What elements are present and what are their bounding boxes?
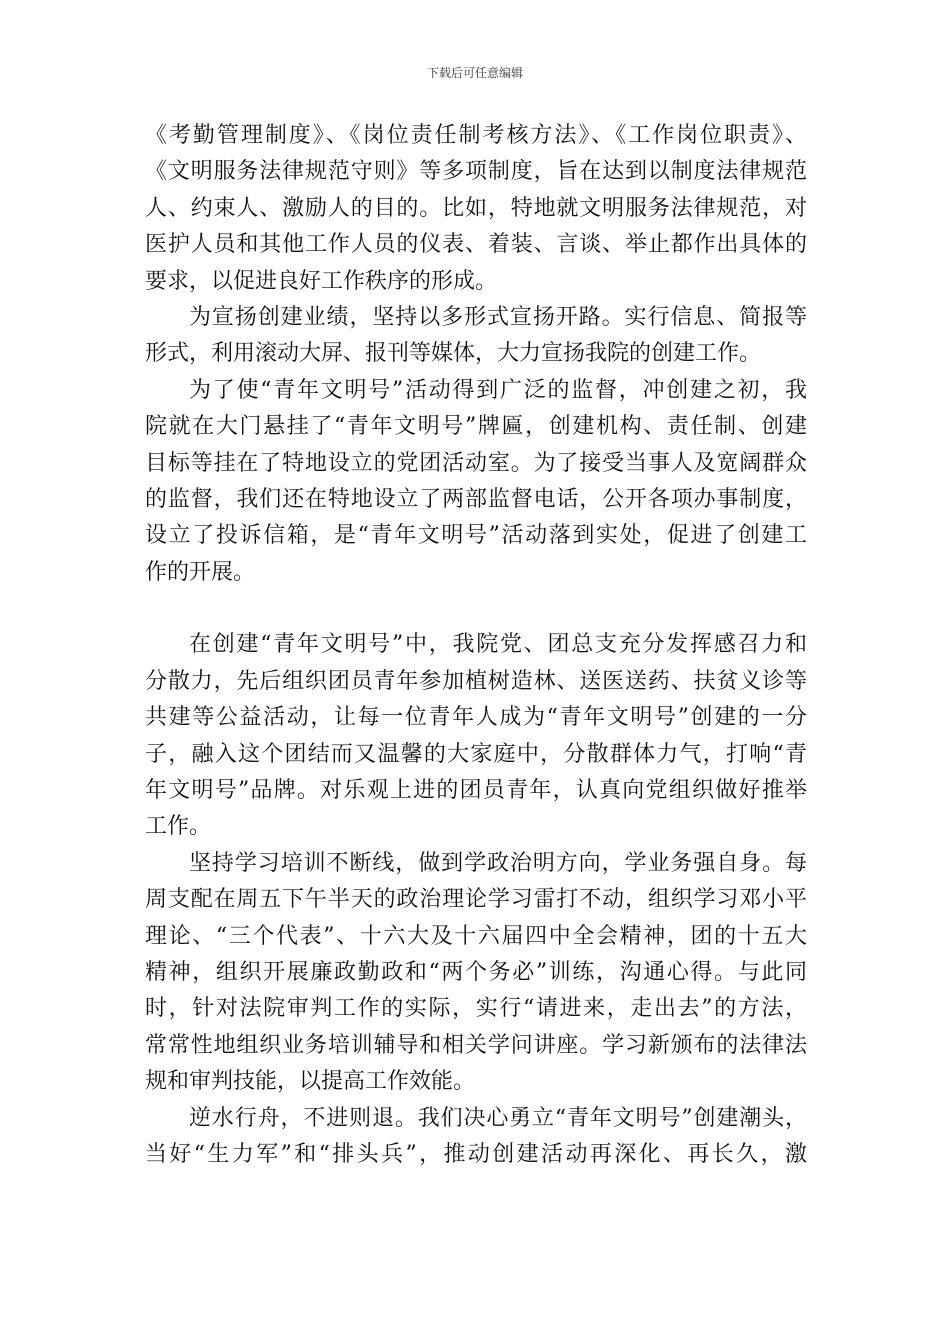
text-line: 共建等公益活动，让每一位青年人成为“青年文明号”创建的一分 xyxy=(145,705,807,731)
text-line: 的监督，我们还在特地设立了两部监督电话，公开各项办事制度， xyxy=(145,486,807,512)
paragraph-first-line: 在创建“青年文明号”中，我院党、团总支充分发挥感召力和 xyxy=(189,632,807,658)
paragraph-first-line: 坚持学习培训不断线，做到学政治明方向，学业务强自身。每 xyxy=(189,850,807,876)
text-line: 常常性地组织业务培训辅导和相关学问讲座。学习新颁布的法律法 xyxy=(145,1032,807,1058)
text-line: 规和审判技能，以提高工作效能。 xyxy=(145,1069,476,1095)
document-body xyxy=(145,118,807,1173)
text-line: 精神，组织开展廉政勤政和“两个务必”训练，沟通心得。与此同 xyxy=(145,959,807,985)
text-line: 理论、“三个代表”、十六大及十六届四中全会精神，团的十五大 xyxy=(145,923,807,949)
text-line: 当好“生力军”和“排头兵”，推动创建活动再深化、再长久，激 xyxy=(145,1141,807,1167)
paragraph-first-line: 逆水行舟，不进则退。我们决心勇立“青年文明号”创建潮头， xyxy=(189,1105,807,1131)
text-line: 年文明号”品牌。对乐观上进的团员青年，认真向党组织做好推举 xyxy=(145,778,807,804)
text-line: 子，融入这个团结而又温馨的大家庭中，分散群体力气，打响“青 xyxy=(145,741,807,767)
text-line: 工作。 xyxy=(145,814,212,840)
text-line: 周支配在周五下午半天的政治理论学习雷打不动，组织学习邓小平 xyxy=(145,887,807,913)
text-line: 作的开展。 xyxy=(145,559,256,585)
text-line: 要求，以促进良好工作秩序的形成。 xyxy=(145,268,498,294)
text-line: 时，针对法院审判工作的实际，实行“请进来，走出去”的方法， xyxy=(145,996,807,1022)
text-line: 分散力，先后组织团员青年参加植树造林、送医送药、扶贫义诊等 xyxy=(145,668,807,694)
text-line: 设立了投诉信箱，是“青年文明号”活动落到实处，促进了创建工 xyxy=(145,523,807,549)
text-line: 医护人员和其他工作人员的仪表、着装、言谈、举止都作出具体的 xyxy=(145,232,807,258)
text-line: 《文明服务法律规范守则》等多项制度，旨在达到以制度法律规范 xyxy=(145,159,807,185)
text-line: 《考勤管理制度》、《岗位责任制考核方法》、《工作岗位职责》、 xyxy=(145,123,807,148)
text-line: 目标等挂在了特地设立的党团活动室。为了接受当事人及宽阔群众 xyxy=(145,450,807,476)
page-header: 下载后可任意编辑 xyxy=(426,66,523,80)
paragraph-gap xyxy=(145,591,807,627)
paragraph-first-line: 为宣扬创建业绩，坚持以多形式宣扬开路。实行信息、简报等 xyxy=(189,304,807,330)
text-line: 院就在大门悬挂了“青年文明号”牌匾，创建机构、责任制、创建 xyxy=(145,414,807,440)
paragraph-first-line: 为了使“青年文明号”活动得到广泛的监督，冲创建之初，我 xyxy=(189,377,807,403)
text-line: 人、约束人、激励人的目的。比如，特地就文明服务法律规范，对 xyxy=(145,195,807,221)
text-line: 形式，利用滚动大屏、报刊等媒体，大力宣扬我院的创建工作。 xyxy=(145,341,762,367)
